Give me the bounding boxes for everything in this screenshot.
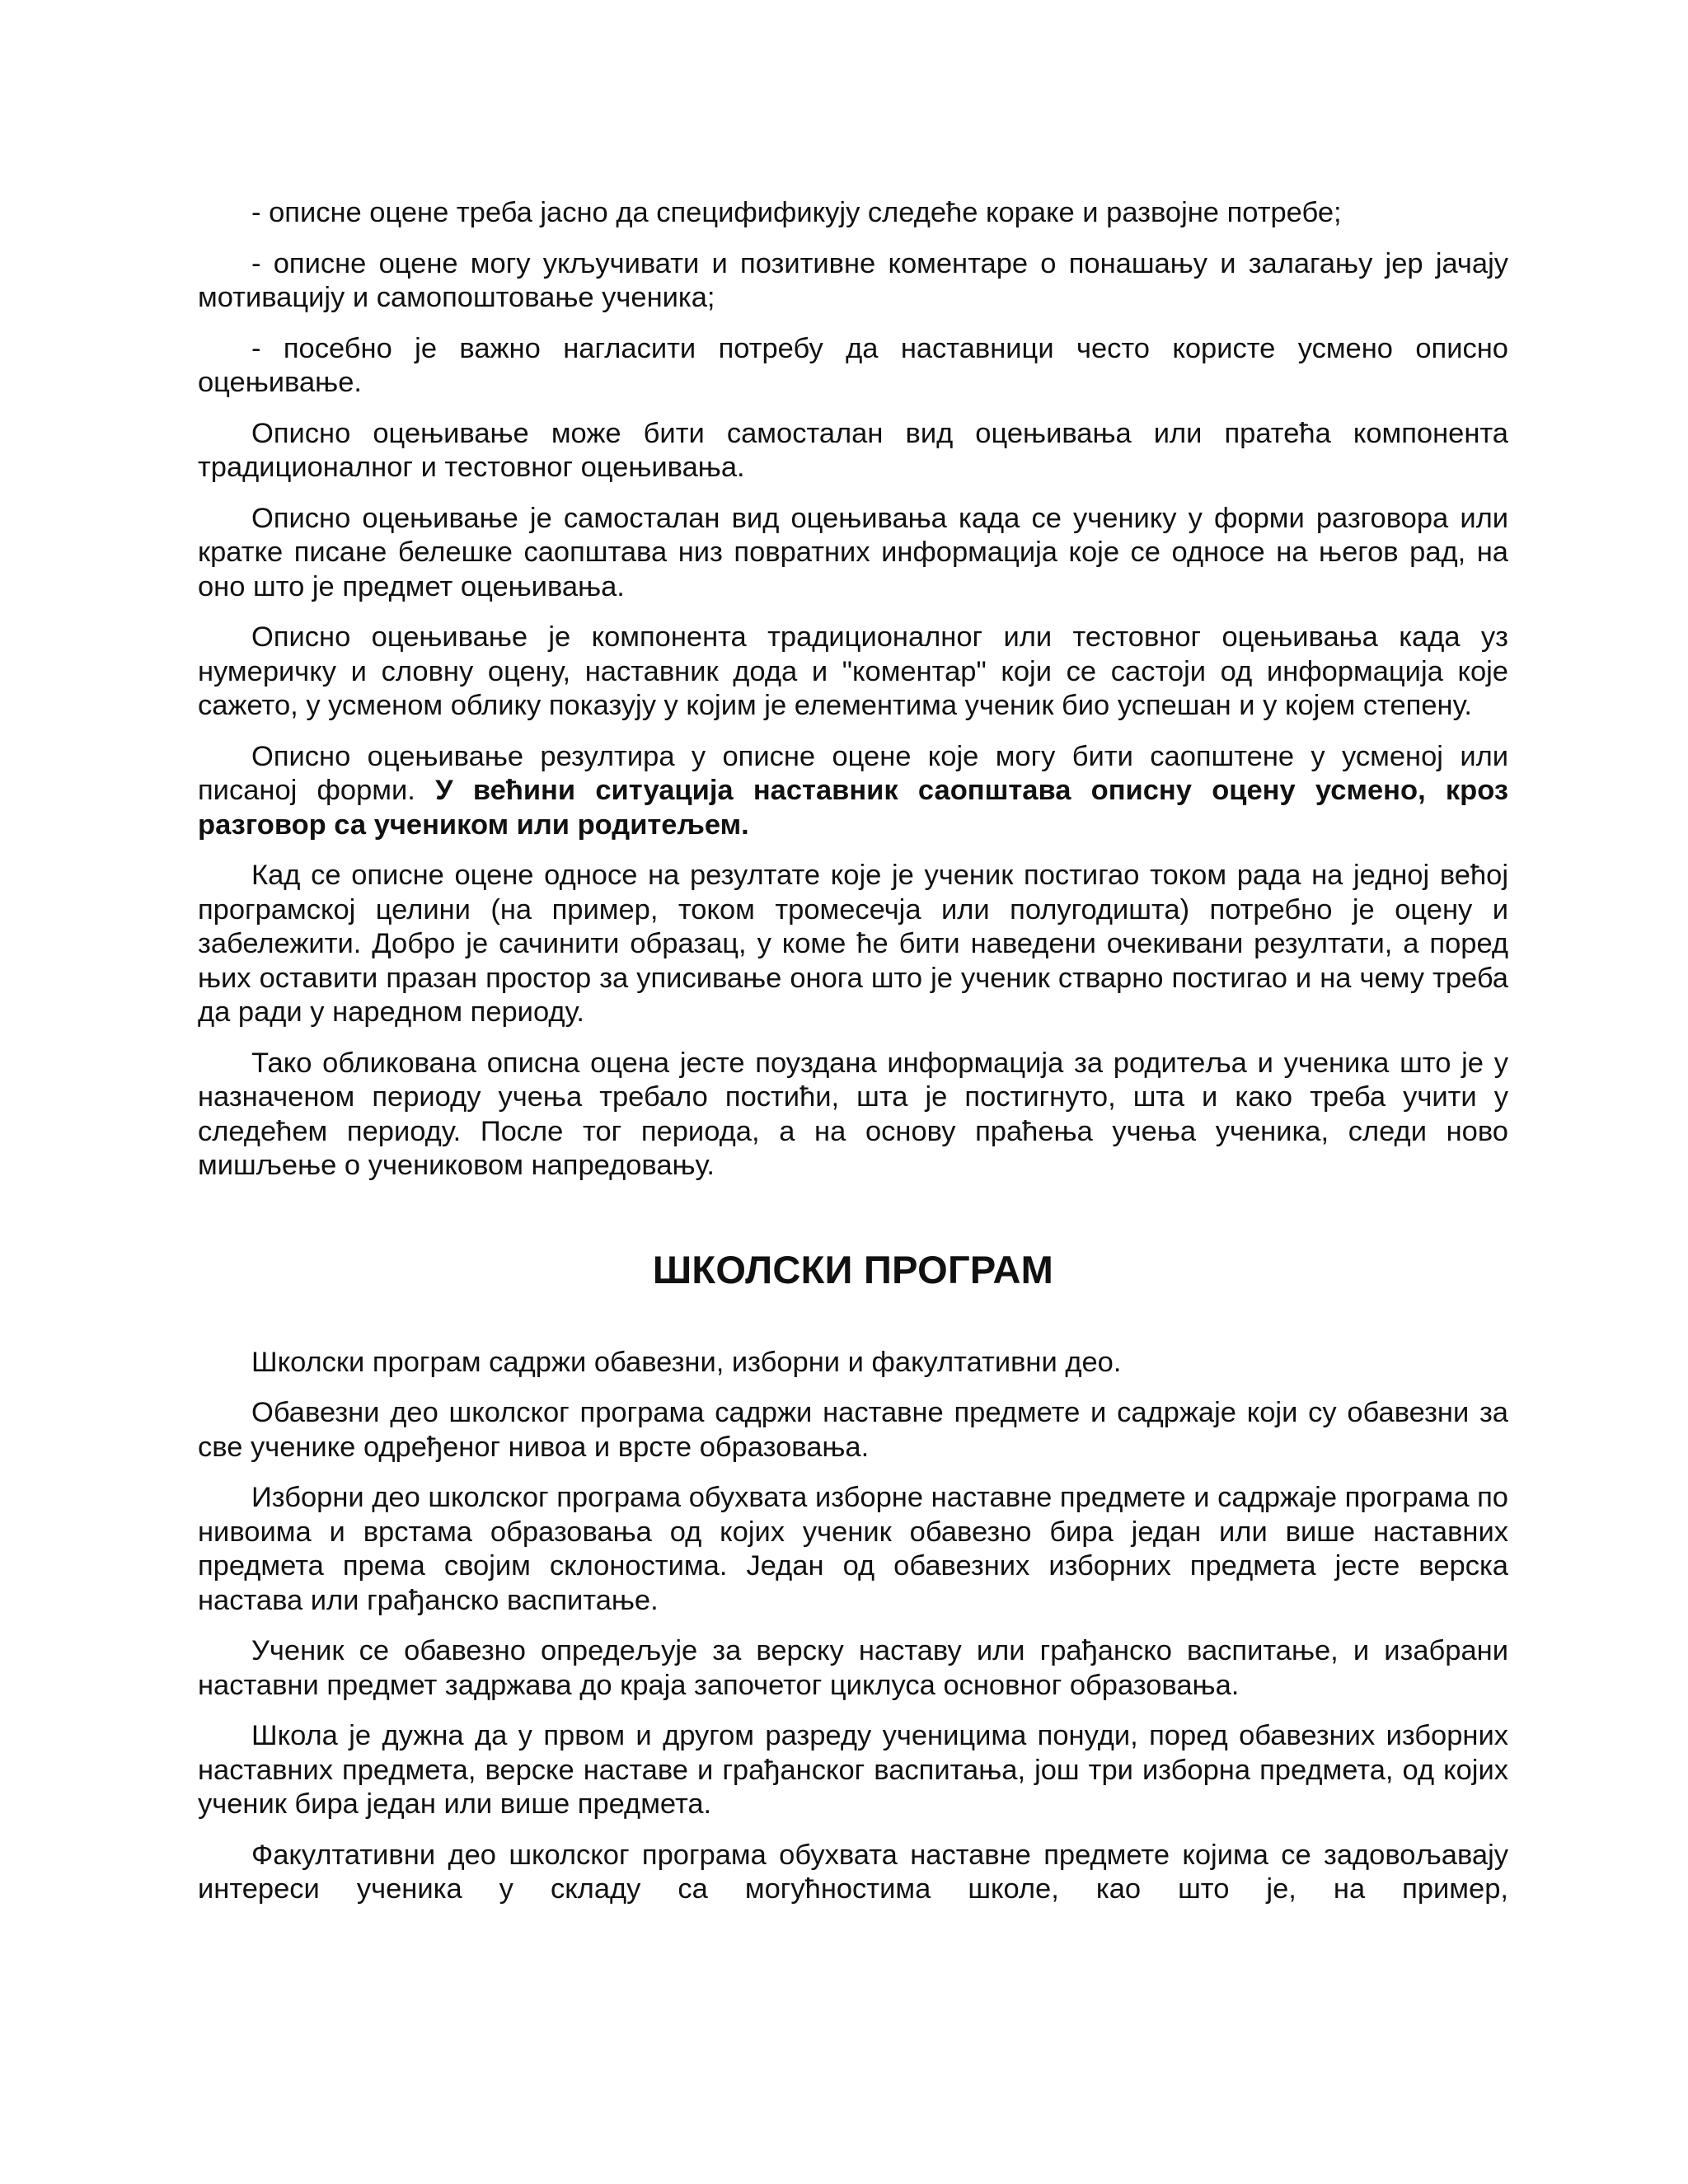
- paragraph-recording-template: Кад се описне оцене односе на резултате које је ученик постигао током рада на једној већој програмској целини (на пример, током тромесечја или полугодишта) потребно је оцену и забележити. Добро је сачинити образац, у коме ће бити наведени очекивани резултати, а поред њих оставити празан простор за уписивање онога што је ученик стварно постигао и на чему треба да ради у наредном периоду.: [198, 860, 1508, 1028]
- paragraph-component-assessment: Описно оцењивање је компонента традиционалног или тестовног оцењивања када уз нумеричку и словну оцену, наставник дода и "коментар" који се састоји од информација које сажето, у усменом облику показују у којим је елементима ученик био успешан и у којем степену.: [198, 621, 1508, 721]
- paragraph-bold-text: У већини ситуација наставник саопштава описну оцену усмено, кроз разговор са учеником или родитељем.: [198, 775, 1509, 841]
- paragraph-positive-comments: - описне оцене могу укључивати и позитивне коментаре о понашању и залагању јер јачају мотивацију и самопоштовање ученика;: [198, 247, 1508, 313]
- paragraph-optional-part: Факултативни део школског програма обухвата наставне предмете којима се задовољавају интереси ученика у складу са могућностима школе, као што је, на пример,: [198, 1839, 1508, 1905]
- paragraph-normal-text: Описно оцењивање резултира у описне оцене које могу бити саопштене у усменој или писаној форми.: [198, 740, 1508, 806]
- paragraph-religious-civic-choice: Ученик се обавезно опредељује за верску наставу или грађанско васпитање, и изабрани наставни предмет задржава до краја започетог циклуса основног образовања.: [198, 1635, 1508, 1701]
- paragraph-elective-part: Изборни део школског програма обухвата изборне наставне предмете и садржаје програма по нивоима и врстама образовања од којих ученик обавезно бира један или више наставних предмета према својим склоностима. Један од обавезних изборних предмета јесте верска настава или грађанско васпитање.: [198, 1482, 1508, 1616]
- paragraph-school-program-parts: Школски програм садржи обавезни, изборни и факултативни део.: [251, 1346, 1122, 1378]
- paragraph-mandatory-part: Обавезни део школског програма садржи наставне предмете и садржаје који су обавезни за све ученике одређеног нивоа и врсте образовања.: [198, 1397, 1508, 1463]
- section-heading: ШКОЛСКИ ПРОГРАМ: [652, 1247, 1054, 1291]
- paragraph-standalone-assessment: Описно оцењивање је самосталан вид оцењивања када се ученику у форми разговора или кратке писане белешке саопштава низ повратних информација које се односе на његов рад, на оно што је предмет оцењивања.: [198, 502, 1508, 602]
- paragraph-oral-assessment: - посебно је важно нагласити потребу да наставници често користе усмено описно оцењивање.: [198, 332, 1508, 398]
- paragraph-assessment-types: Описно оцењивање може бити самосталан вид оцењивања или пратећа компонента традиционалног и тестовног оцењивања.: [198, 417, 1508, 483]
- paragraph-descriptive-grades-next-steps: - описне оцене треба јасно да специфификују следеће кораке и развојне потребе;: [251, 197, 1342, 228]
- paragraph-reliable-information: Тако обликована описна оцена јесте поуздана информација за родитеља и ученика што је у назначеном периоду учења требало постићи, шта је постигнуто, шта и како треба учити у следећем периоду. После тог периода, а на основу праћења учења ученика, следи ново мишљење о учениковом напредовању.: [198, 1047, 1508, 1181]
- paragraph-school-obligation: Школа је дужна да у првом и другом разреду ученицима понуди, поред обавезних изборних наставних предмета, верске наставе и грађанског васпитања, још три изборна предмета, од којих ученик бира један или више предмета.: [198, 1720, 1508, 1820]
- document-page: [198, 196, 1508, 1924]
- paragraph-oral-or-written-form: [198, 740, 1508, 843]
